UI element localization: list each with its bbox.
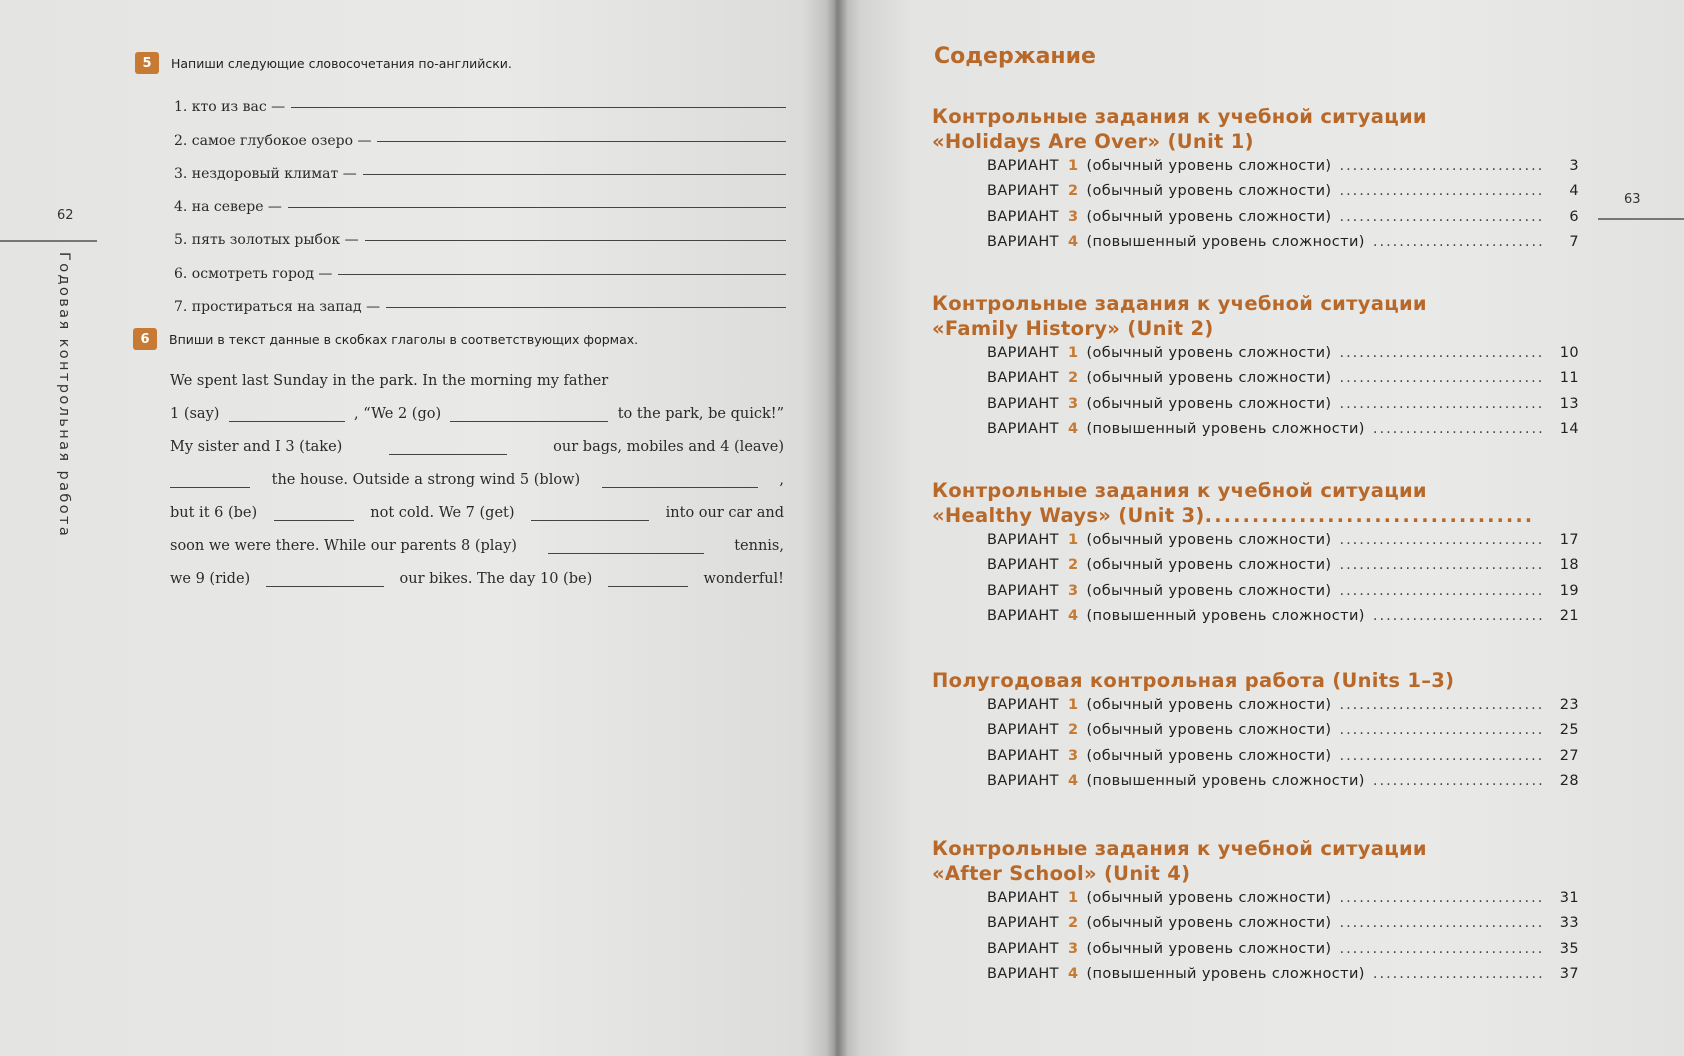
answer-blank bbox=[548, 540, 704, 554]
answer-line bbox=[288, 207, 786, 208]
toc-entry: ВАРИАНТ 3 (обычный уровень сложности) ..... 19 bbox=[987, 583, 1579, 608]
toc-entry: ВАРИАНТ 4 (повышенный уровень сложности) ..... 21 bbox=[987, 608, 1579, 633]
toc-entry: ВАРИАНТ 4 (повышенный уровень сложности) ..... 28 bbox=[987, 773, 1579, 798]
answer-line bbox=[291, 107, 786, 108]
text-line: but it 6 (be) not cold. We 7 (get) into our car and bbox=[170, 505, 784, 521]
toc-section-4 bbox=[932, 668, 1579, 799]
toc-entry: ВАРИАНТ 2 (обычный уровень сложности) ..... 33 bbox=[987, 915, 1579, 940]
task-5-badge: 5 bbox=[135, 52, 159, 74]
toc-entry: ВАРИАНТ 1 (обычный уровень сложности) ..... 23 bbox=[987, 697, 1579, 722]
answer-line bbox=[377, 141, 786, 142]
answer-line bbox=[386, 307, 786, 308]
section-title: Контрольные задания к учебной ситуации «Family History» (Unit 2) bbox=[932, 292, 1427, 340]
task-6-text bbox=[170, 356, 784, 587]
section-title: Контрольные задания к учебной ситуации «Holidays Are Over» (Unit 1) bbox=[932, 105, 1427, 153]
toc-section-5 bbox=[932, 836, 1579, 992]
answer-blank bbox=[389, 441, 507, 455]
answer-line bbox=[363, 174, 786, 175]
task-5-header bbox=[135, 52, 512, 74]
text-line: soon we were there. While our parents 8 (play) tennis, bbox=[170, 538, 784, 554]
list-item: 2. самое глубокое озеро — bbox=[174, 115, 786, 148]
task-5-list bbox=[174, 82, 786, 315]
text-line: My sister and I 3 (take) our bags, mobiles and 4 (leave) bbox=[170, 439, 784, 455]
toc-entry: ВАРИАНТ 1 (обычный уровень сложности) ..... 10 bbox=[987, 345, 1579, 370]
toc-entry: ВАРИАНТ 1 (обычный уровень сложности) ..... 17 bbox=[987, 532, 1579, 557]
answer-blank bbox=[266, 573, 384, 587]
toc-entry: ВАРИАНТ 3 (обычный уровень сложности) ..... 13 bbox=[987, 396, 1579, 421]
toc-entry: ВАРИАНТ 3 (обычный уровень сложности) ..... 6 bbox=[987, 209, 1579, 234]
page-number-rule-left bbox=[0, 240, 97, 242]
answer-blank bbox=[229, 408, 345, 422]
page-number-right: 63 bbox=[1624, 192, 1641, 207]
toc-entry: ВАРИАНТ 3 (обычный уровень сложности) ..... 35 bbox=[987, 941, 1579, 966]
toc-section-1 bbox=[932, 104, 1579, 260]
side-running-title: Годовая контрольная работа bbox=[56, 252, 72, 539]
list-item: 4. на севере — bbox=[174, 182, 786, 215]
toc-entry: ВАРИАНТ 2 (обычный уровень сложности) ..... 11 bbox=[987, 370, 1579, 395]
answer-blank bbox=[531, 507, 649, 521]
section-title: Полугодовая контрольная работа (Units 1–3) bbox=[932, 669, 1455, 692]
list-item: 7. простираться на запад — bbox=[174, 282, 786, 315]
list-item: 1. кто из вас — bbox=[174, 82, 786, 115]
text-line: 1 (say) , “We 2 (go) to the park, be quick!” bbox=[170, 406, 784, 422]
toc-entry: ВАРИАНТ 1 (обычный уровень сложности) ..... 31 bbox=[987, 890, 1579, 915]
answer-blank bbox=[170, 474, 250, 488]
toc-entry: ВАРИАНТ 2 (обычный уровень сложности) ..... 4 bbox=[987, 183, 1579, 208]
text-line: We spent last Sunday in the park. In the morning my father bbox=[170, 373, 609, 389]
toc-entry: ВАРИАНТ 4 (повышенный уровень сложности) ..... 37 bbox=[987, 966, 1579, 991]
task-5-instruction: Напиши следующие словосочетания по-английски. bbox=[171, 55, 512, 71]
answer-blank bbox=[608, 573, 688, 587]
section-title: Контрольные задания к учебной ситуации «Healthy Ways» (Unit 3). .................................. bbox=[932, 479, 1535, 527]
toc-entry: ВАРИАНТ 1 (обычный уровень сложности) ..... 3 bbox=[987, 158, 1579, 183]
book-gutter bbox=[826, 0, 848, 1056]
toc-entry: ВАРИАНТ 3 (обычный уровень сложности) ..... 27 bbox=[987, 748, 1579, 773]
toc-title: Содержание bbox=[934, 44, 1096, 69]
answer-blank bbox=[450, 408, 608, 422]
list-item: 5. пять золотых рыбок — bbox=[174, 215, 786, 248]
toc-entry: ВАРИАНТ 4 (повышенный уровень сложности) ..... 14 bbox=[987, 421, 1579, 446]
list-item: 6. осмотреть город — bbox=[174, 248, 786, 281]
toc-entry: ВАРИАНТ 2 (обычный уровень сложности) ..... 25 bbox=[987, 722, 1579, 747]
task-6-badge: 6 bbox=[133, 328, 157, 350]
list-item: 3. нездоровый климат — bbox=[174, 149, 786, 182]
text-line: the house. Outside a strong wind 5 (blow) , bbox=[170, 455, 784, 488]
page-number-left: 62 bbox=[57, 208, 74, 223]
answer-blank bbox=[274, 507, 354, 521]
toc-section-3 bbox=[932, 478, 1579, 634]
toc-section-2 bbox=[932, 291, 1579, 447]
task-6-instruction: Впиши в текст данные в скобках глаголы в соответствующих формах. bbox=[169, 331, 639, 347]
section-title: Контрольные задания к учебной ситуации «After School» (Unit 4) bbox=[932, 837, 1427, 885]
answer-line bbox=[338, 274, 786, 275]
task-6-header bbox=[133, 328, 638, 350]
answer-line bbox=[365, 240, 786, 241]
text-line: we 9 (ride) our bikes. The day 10 (be) wonderful! bbox=[170, 571, 784, 587]
toc-entry: ВАРИАНТ 2 (обычный уровень сложности) ..... 18 bbox=[987, 557, 1579, 582]
page-number-rule-right bbox=[1598, 218, 1684, 220]
answer-blank bbox=[602, 474, 758, 488]
toc-entry: ВАРИАНТ 4 (повышенный уровень сложности) ..... 7 bbox=[987, 234, 1579, 259]
